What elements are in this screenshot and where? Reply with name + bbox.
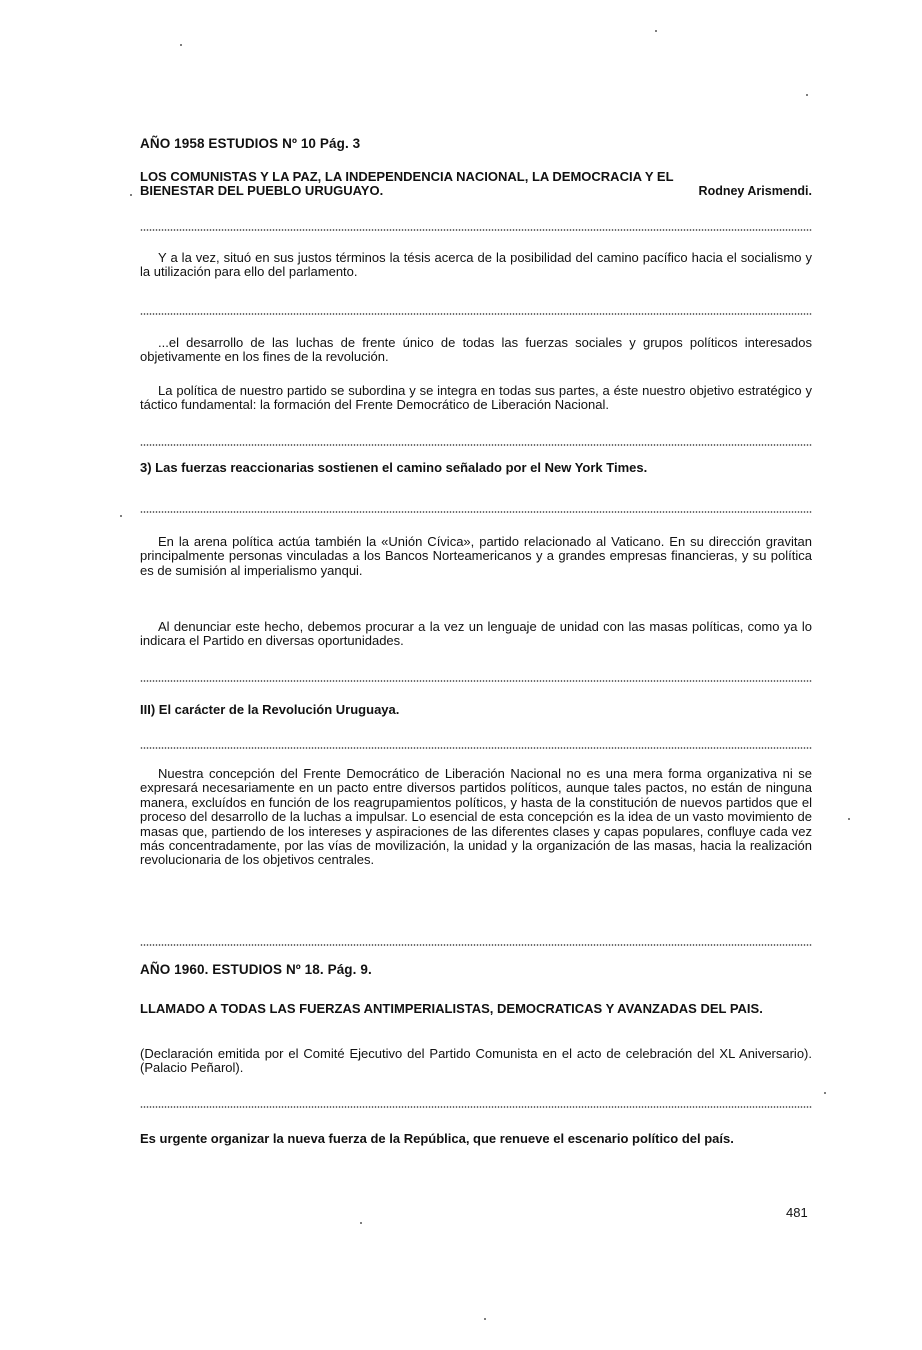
ellipsis-divider bbox=[140, 1106, 812, 1108]
paragraph: ...el desarrollo de las luchas de frente único de todas las fuerzas sociales y grupos políticos interesados objetivamente en los fines de la revolución. bbox=[140, 335, 812, 365]
scan-speck bbox=[655, 30, 657, 32]
ellipsis-divider bbox=[140, 680, 812, 682]
ellipsis-divider bbox=[140, 444, 812, 446]
paragraph: La política de nuestro partido se subordina y se integra en todas sus partes, a éste nuestro objetivo estratégico y táctico fundamental: la formación del Frente Democrático de Liberación Nacional. bbox=[140, 383, 812, 413]
page-number: 481 bbox=[786, 1205, 808, 1220]
scan-speck bbox=[848, 818, 850, 820]
scan-speck bbox=[806, 94, 808, 96]
source-header-1960: AÑO 1960. ESTUDIOS Nº 18. Pág. 9. bbox=[140, 962, 372, 977]
closing-statement: Es urgente organizar la nueva fuerza de la República, que renueve el escenario político del país. bbox=[140, 1131, 734, 1146]
ellipsis-divider bbox=[140, 313, 812, 315]
article-title-1958 bbox=[140, 170, 812, 198]
scan-speck bbox=[120, 515, 122, 517]
scan-speck bbox=[484, 1318, 486, 1320]
article-title-text: LOS COMUNISTAS Y LA PAZ, LA INDEPENDENCIA NACIONAL, LA DEMOCRACIA Y EL BIENESTAR DEL PUEBLO URUGUAYO. bbox=[140, 169, 674, 198]
section-heading-3: 3) Las fuerzas reaccionarias sostienen el camino señalado por el New York Times. bbox=[140, 460, 648, 475]
section-heading-iii: III) El carácter de la Revolución Uruguaya. bbox=[140, 702, 400, 717]
paragraph: (Declaración emitida por el Comité Ejecutivo del Partido Comunista en el acto de celebración del XL Aniversario). (Palacio Peñarol). bbox=[140, 1046, 812, 1076]
scan-speck bbox=[180, 44, 182, 46]
paragraph: Y a la vez, situó en sus justos términos la tésis acerca de la posibilidad del camino pacífico hacia el socialismo y la utilización para ello del parlamento. bbox=[140, 250, 812, 280]
ellipsis-divider bbox=[140, 511, 812, 513]
author-name: Rodney Arismendi. bbox=[698, 184, 812, 198]
article-title-1960: LLAMADO A TODAS LAS FUERZAS ANTIMPERIALISTAS, DEMOCRATICAS Y AVANZADAS DEL PAIS. bbox=[140, 1001, 763, 1016]
paragraph: En la arena política actúa también la «Unión Cívica», partido relacionado al Vaticano. En su dirección gravitan principalmente personas vinculadas a los Bancos Norteamericanos y a grandes empresas financieras, y su política es de sumisión al imperialismo yanqui. bbox=[140, 534, 812, 578]
ellipsis-divider bbox=[140, 747, 812, 749]
paragraph: Nuestra concepción del Frente Democrático de Liberación Nacional no es una mera forma organizativa ni se expresará necesariamente en un pacto entre diversos partidos políticos, aunque tales pactos, no están de ninguna manera, excluídos en función de los reagrupamientos políticos, y hasta de la constitución de nuevos partidos que el proceso del desarrollo de la luchas a impulsar. Lo esencial de esta concepción es la idea de un vasto movimiento de masas que, partiendo de los intereses y aspiraciones de las diferentes clases y capas populares, confluye cada vez más concentradamente, por las vías de movilización, la unidad y la organización de las masas, hacia la realización revolucionaria de los objetivos centrales. bbox=[140, 766, 812, 868]
source-header-1958: AÑO 1958 ESTUDIOS Nº 10 Pág. 3 bbox=[140, 136, 361, 151]
paragraph: Al denunciar este hecho, debemos procurar a la vez un lenguaje de unidad con las masas políticas, como ya lo indicara el Partido en diversas oportunidades. bbox=[140, 619, 812, 649]
scan-speck bbox=[130, 194, 132, 196]
scan-speck bbox=[824, 1092, 826, 1094]
ellipsis-divider bbox=[140, 944, 812, 946]
scan-speck bbox=[360, 1222, 362, 1224]
ellipsis-divider bbox=[140, 229, 812, 231]
